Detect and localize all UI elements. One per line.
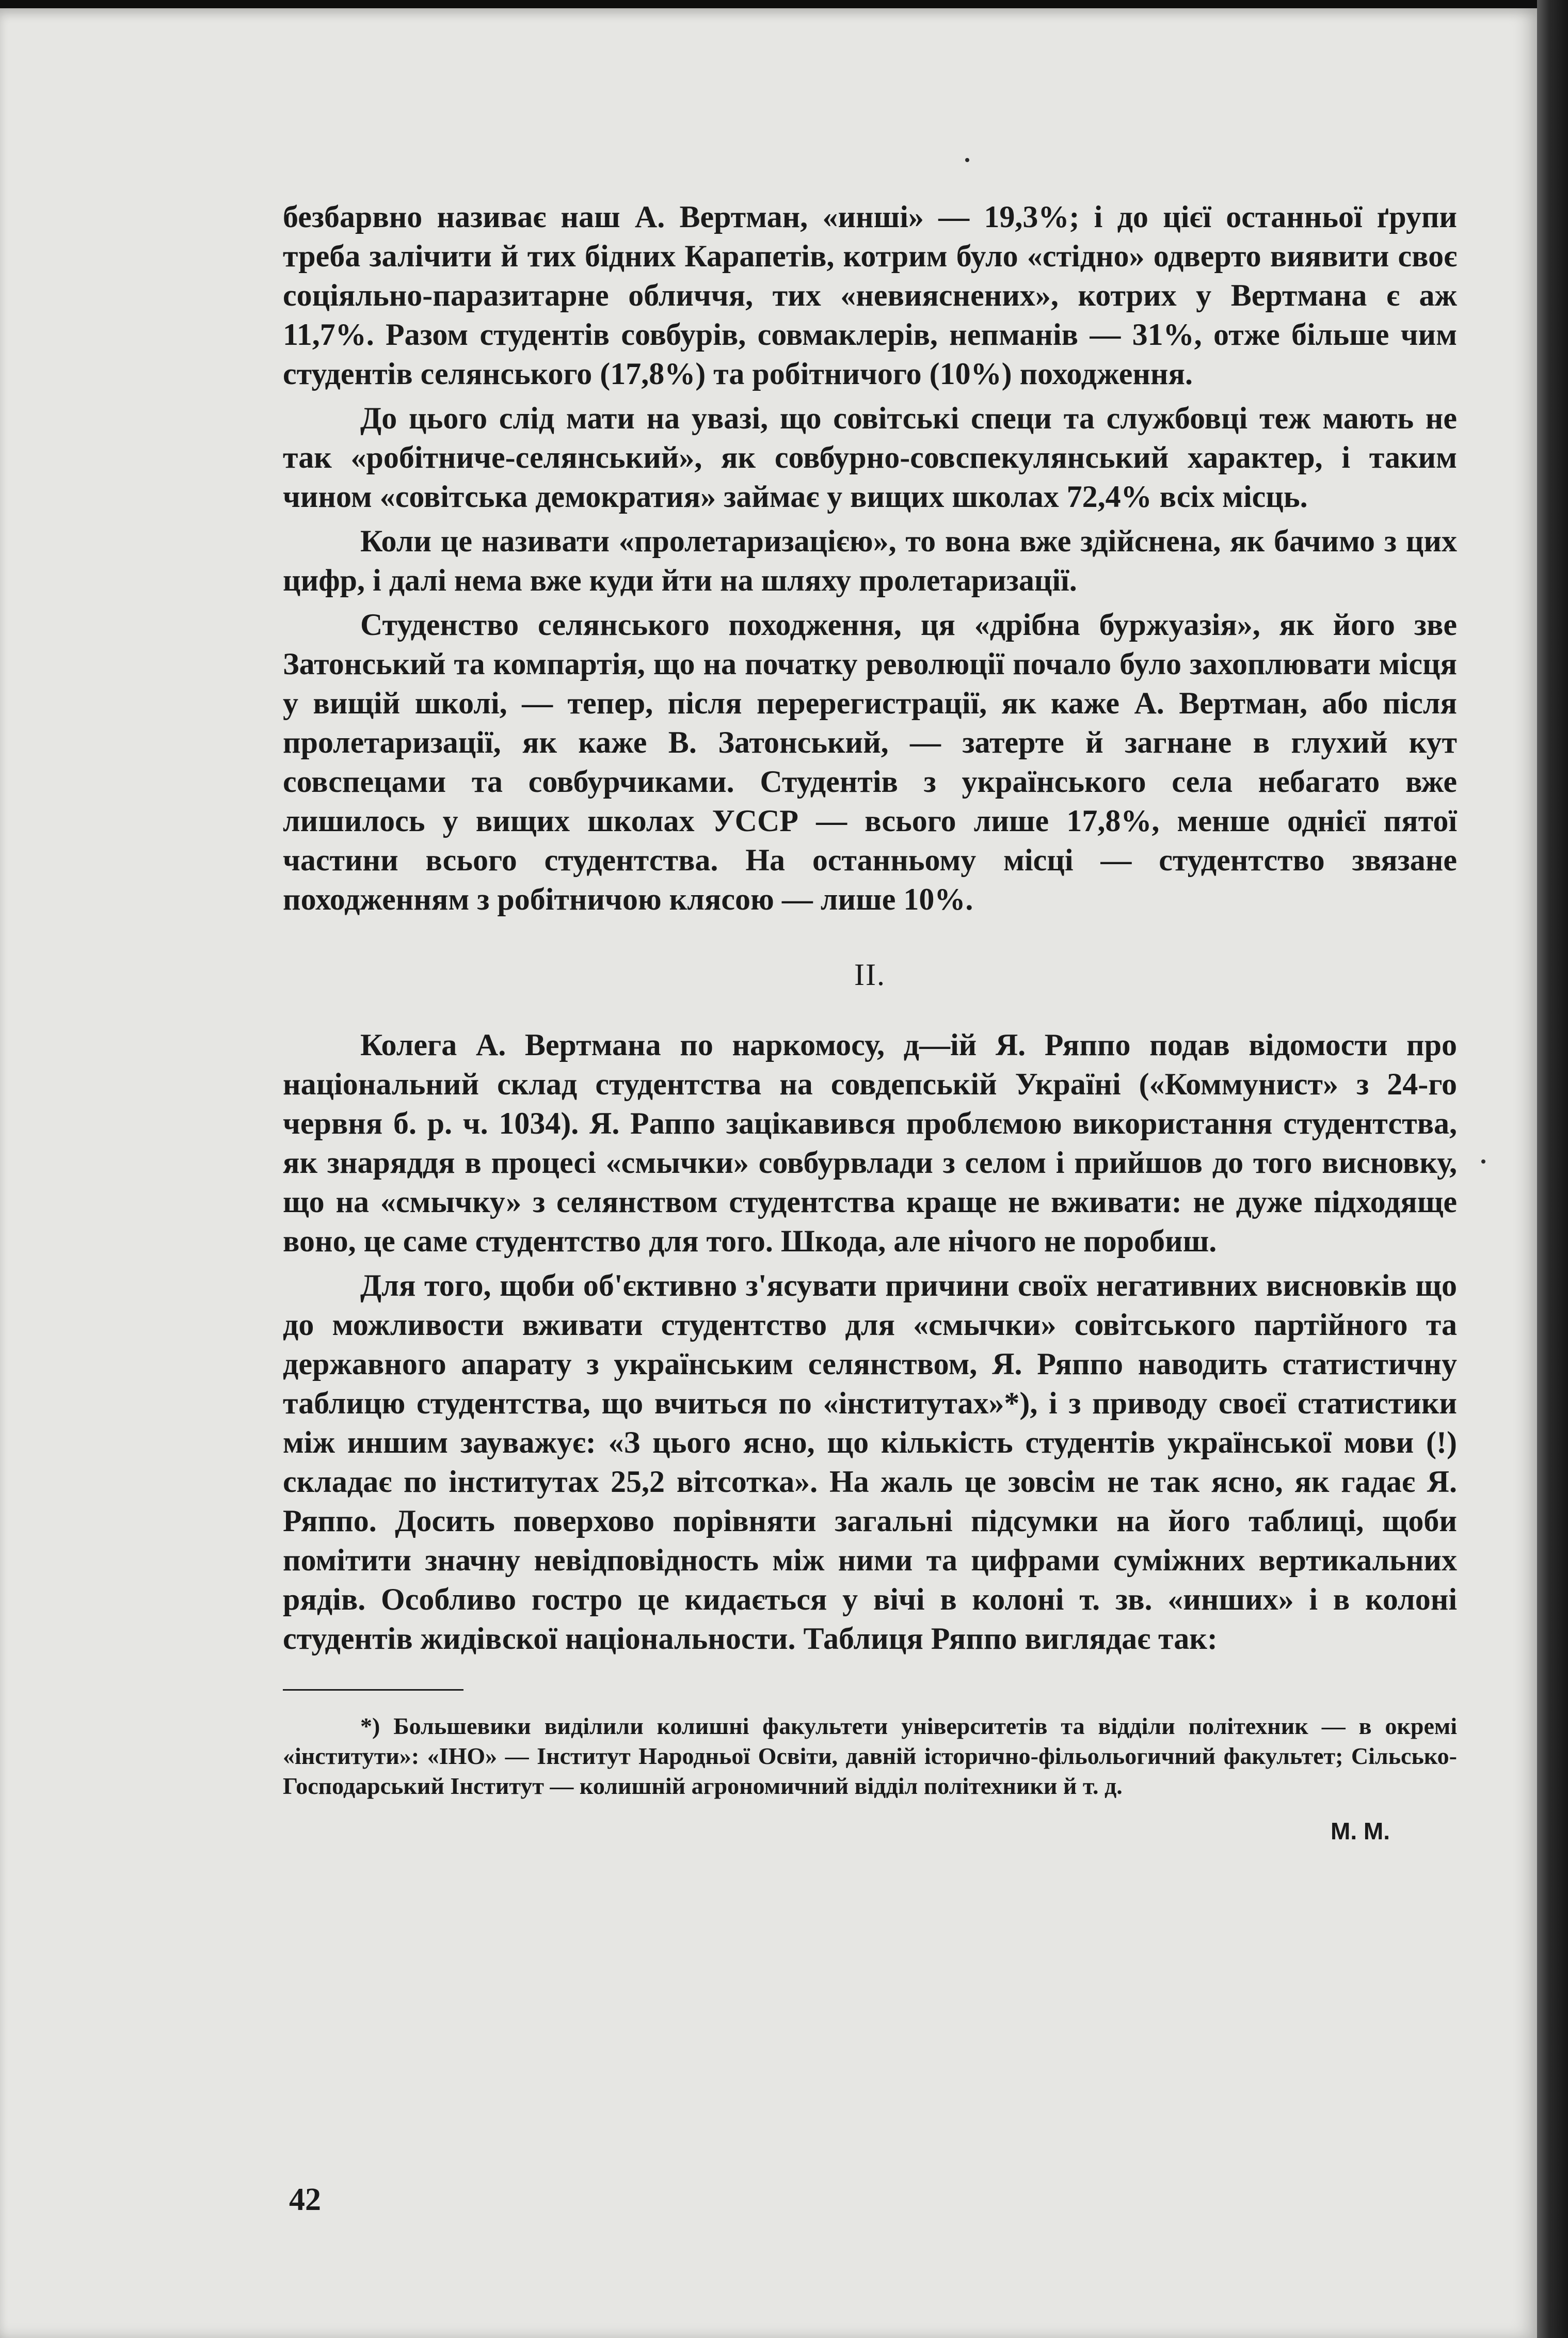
paragraph: До цього слід мати на увазі, що совітські специ та службовці теж мають не так «робітниче-селянський», як совбурно-совспекулянський характер, і таким чином «совітська демократия» займає у вищих школах 72,4% всіх місць.	[283, 401, 1457, 514]
paragraph: безбарвно називає наш А. Вертман, «инші» — 19,3%; і до цієї останньої ґрупи треба залічити й тих бідних Карапетів, котрим було «стідно» одверто виявити своє соціяльно-паразитарне обличчя, тих «невияснених», котрих у Вертмана є аж 11,7%. Разом студентів совбурів, совмаклерів, непманів — 31%, отже більше чим студентів селянського (17,8%) та робітничого (10%) походження.	[283, 200, 1457, 391]
paragraph: Студенство селянського походження, ця «дрібна буржуазія», як його зве Затонський та компартія, що на початку революції почало було захоплювати місця у вищій школі, — тепер, після перерегистрації, як каже А. Вертман, або після пролетаризації, як каже В. Затонський, — затерте й загнане в глухий кут совспецами та совбурчиками. Студентів з українського села небагато вже лишилось у вищих школах УССР — всього лише 17,8%, менше однієї пятої частини всього студентства. На останньому місці — студентство звязане походженням з робітничою клясою — лише 10%.	[283, 608, 1457, 916]
paragraph: Коли це називати «пролетаризацією», то вона вже здійснена, як бачимо з цих цифр, і далі нема вже куди йти на шляху пролетаризації.	[283, 524, 1457, 597]
main-text	[283, 197, 1457, 1851]
paper-speck	[965, 158, 969, 162]
paragraph: Для того, щоби об'єктивно з'ясувати причини своїх негативних висновків що до можливости вживати студентство для «смычки» совітського партійного та державного апарату з українським селянством, Я. Ряппо наводить статистичну таблицю студентства, що вчиться по «інститутах»*), і з приводу своєї статистики між иншим зауважує: «З цього ясно, що кількість студентів української мови (!) складає по інститутах 25,2 вітсотка». На жаль це зовсім не так ясно, як гадає Я. Ряппо. Досить поверхово порівняти загальні підсумки на його таблиці, щоби помітити значну невідповідность між ними та цифрами суміжних вертикальних рядів. Особливо гостро це кидається у вічі в колоні т. зв. «инших» і в колоні студентів жидівскої національности. Таблиця Ряппо виглядає так:	[283, 1268, 1457, 1656]
author-signature: М. М.	[1331, 1818, 1390, 1844]
section-heading: II.	[854, 958, 886, 992]
page-number: 42	[289, 2182, 321, 2217]
paper-sheet	[0, 8, 1537, 2338]
footnote-divider	[283, 1689, 463, 1691]
footnote: *) Большевики виділили колишні факультети університетів та відділи політехник — в окремі «інститути»: «ІНО» — Інститут Народньої Освіти, давній історично-фільольогичний факультет; Сільсько-Господарський Інститут — колишній агрономичний відділ політехники й т. д.	[283, 1713, 1457, 1799]
paper-speck	[1481, 1159, 1485, 1164]
paragraph: Колега А. Вертмана по наркомосу, д—ій Я. Ряппо подав відомости про національний склад студентства на совдепській Україні («Коммунист» з 24-го червня б. р. ч. 1034). Я. Раппо зацікавився проблємою використання студентства, як знаряддя в процесі «смычки» совбурвлади з селом і прийшов до того висновку, що на «смычку» з селянством студентства краще не вживати: не дуже підходяще воно, це саме студентство для того. Шкода, але нічого не поробиш.	[283, 1028, 1457, 1258]
scan-right-edge	[1537, 0, 1568, 2338]
